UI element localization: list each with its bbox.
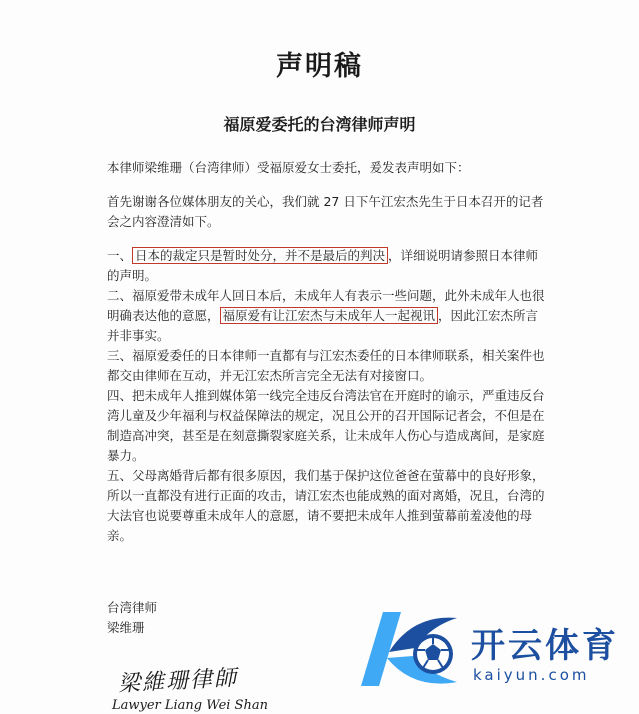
point-four-paragraph: 四、把未成年人推到媒体第一线完全违反台湾法官在开庭时的谕示，严重违反台湾儿童及少年福利与权益保障法的规定，况且公开的召开国际记者会，不但是在制造高冲突，甚至是在刻意撕裂家庭关系，让未成年人伤心与造成离间，是家庭暴力。 (107, 388, 545, 463)
signer-role: 台湾律师 (107, 600, 158, 615)
kaiyun-logo-icon (353, 604, 468, 694)
point-one-prefix: 一、 (107, 248, 133, 263)
handwritten-signature: 梁維珊律師 (117, 665, 239, 698)
intro-paragraph: 本律师梁维珊（台湾律师）受福原爱女士委托，爰发表声明如下： (107, 160, 470, 175)
watermark-url: kaiyun.com (473, 666, 590, 684)
point-two-paragraph (107, 286, 547, 346)
point-two-suffix: ，因此江宏杰所言并非事实。 (107, 308, 539, 343)
document-title: 声明稿 (276, 51, 363, 82)
watermark-name: 开云体育 (471, 626, 619, 666)
document-subtitle: 福原爱委托的台湾律师声明 (223, 115, 416, 134)
point-three-paragraph: 三、福原爱委任的日本律师一直都有与江宏杰委任的日本律师联系，相关案件也都交由律师在互动，并无江宏杰所言完全无法有对接窗口。 (107, 348, 545, 383)
point-one-paragraph (107, 246, 547, 286)
point-two-prefix: 二、福原爱带未成年人回日本后，未成年人有表示一些问题，此外未成年人也很明确表达他的意愿， (107, 288, 545, 323)
highlight-video-call: 福原爱有让江宏杰与未成年人一起视讯 (220, 307, 439, 324)
point-one-suffix: ，详细说明请参照日本律师的声明。 (107, 248, 539, 283)
point-five-paragraph: 五、父母离婚背后都有很多原因，我们基于保护这位爸爸在萤幕中的良好形象，所以一直都没有进行正面的攻击，请江宏杰也能成熟的面对离婚，况且，台湾的大法官也说要尊重未成年人的意愿，请不要把未成年人推到萤幕前羞凌他的母亲。 (107, 468, 545, 543)
handwritten-signature-english: Lawyer Liang Wei Shan (112, 698, 268, 713)
thanks-paragraph: 首先谢谢各位媒体朋友的关心，我们就 27 日下午江宏杰先生于日本召开的记者会之内容澄清如下。 (107, 194, 544, 229)
statement-body (107, 158, 547, 546)
signature-block (107, 598, 157, 638)
highlight-ruling: 日本的裁定只是暂时处分，并不是最后的判决 (132, 247, 388, 264)
watermark (353, 604, 633, 694)
signer-name: 梁维珊 (107, 620, 145, 635)
